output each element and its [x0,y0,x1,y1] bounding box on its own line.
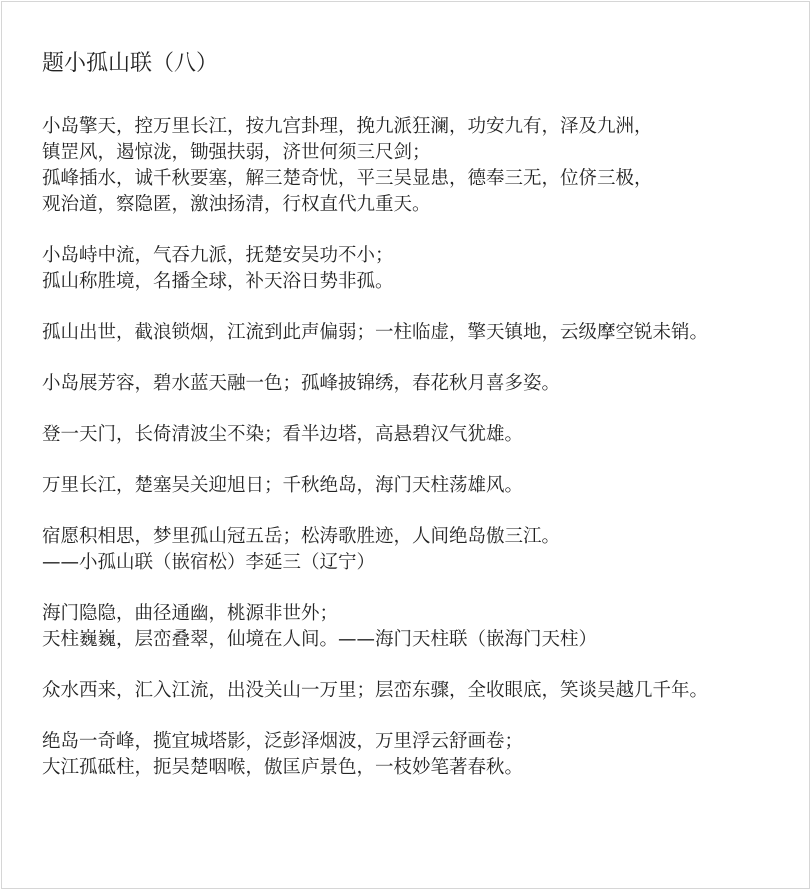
text-line: 观治道，察隐匿，激浊扬清，行权直代九重天。 [42,194,431,215]
couplet-paragraph [42,524,802,576]
document-body [42,114,802,806]
couplet-paragraph [42,601,802,653]
couplet-paragraph [42,729,802,781]
couplet-paragraph [42,422,802,448]
couplet-paragraph [42,473,802,499]
text-line: 孤山称胜境，名播全球，补天浴日势非孤。 [42,271,394,292]
couplet-paragraph [42,114,802,218]
text-line: 宿愿积相思，梦里孤山冠五岳；松涛歌胜迹，人间绝岛傲三江。 [42,526,561,547]
text-line: 天柱巍巍，层峦叠翠，仙境在人间。——海门天柱联（嵌海门天柱） [42,629,598,650]
document-title: 题小孤山联（八） [42,51,219,76]
couplet-paragraph [42,243,802,295]
text-line: 万里长江，楚塞吴关迎旭日；千秋绝岛，海门天柱荡雄风。 [42,475,524,496]
text-line: 孤峰插水，诚千秋要塞，解三楚奇忧，平三吴显患，德奉三无，位侪三极， [42,168,653,189]
couplet-paragraph [42,320,802,346]
couplet-paragraph [42,371,802,397]
couplet-paragraph [42,678,802,704]
text-line: 众水西来，汇入江流，出没关山一万里；层峦东骤，全收眼底，笑谈吴越几千年。 [42,680,709,701]
text-line: 小岛展芳容，碧水蓝天融一色；孤峰披锦绣，春花秋月喜多姿。 [42,373,561,394]
text-line: 孤山出世，截浪锁烟，江流到此声偏弱；一柱临虚，擎天镇地，云级摩空锐未销。 [42,322,709,343]
text-line: 大江孤砥柱，扼吴楚咽喉，傲匡庐景色，一枝妙笔著春秋。 [42,757,524,778]
text-line: 镇罡风，遏惊泷，锄强扶弱，济世何须三尺剑； [42,142,431,163]
text-line: 小岛峙中流，气吞九派，抚楚安吴功不小； [42,245,394,266]
text-line: 登一天门，长倚清波尘不染；看半边塔，高悬碧汉气犹雄。 [42,424,524,445]
document-page [1,1,810,889]
text-line: 小岛擎天，控万里长江，按九宫卦理，挽九派狂澜，功安九有，泽及九洲， [42,116,653,137]
text-line: 绝岛一奇峰，揽宜城塔影，泛彭泽烟波，万里浮云舒画卷； [42,731,524,752]
text-line: 海门隐隐，曲径通幽，桃源非世外； [42,603,339,624]
text-line: ——小孤山联（嵌宿松）李延三（辽宁） [42,552,376,573]
